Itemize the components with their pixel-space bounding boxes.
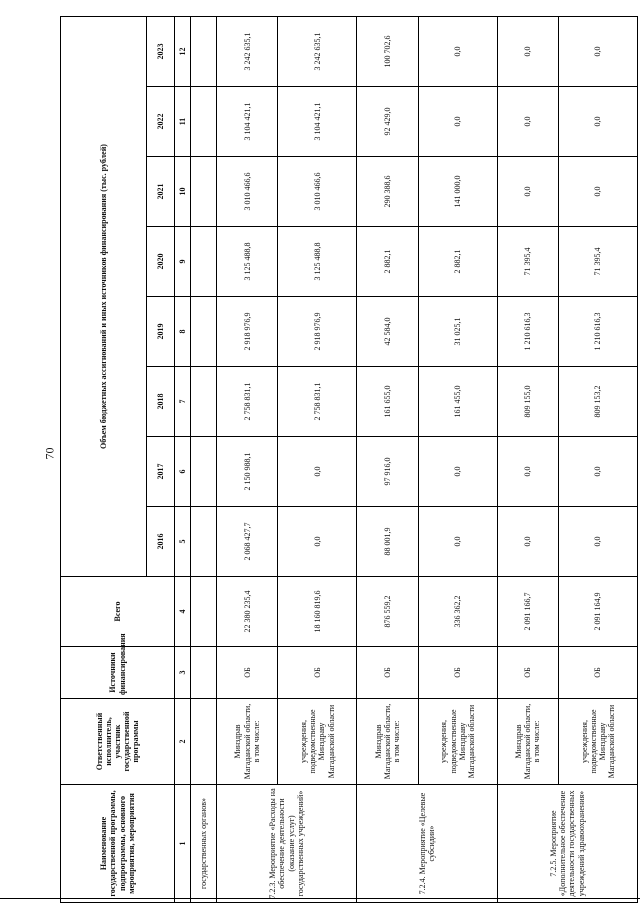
header-year: 2020 bbox=[147, 227, 175, 297]
empty-cell bbox=[191, 699, 217, 785]
column-number: 2 bbox=[175, 699, 191, 785]
table-rotation-wrapper bbox=[60, 18, 640, 903]
empty-cell bbox=[191, 647, 217, 699]
value-cell: 3 104 421,1 bbox=[217, 87, 278, 157]
responsible-cell: учреждения, подведомственные Минздраву Магаданской области bbox=[559, 699, 638, 785]
value-cell: 0,0 bbox=[559, 157, 638, 227]
table-row bbox=[278, 16, 357, 902]
total-cell: 2 091 164,9 bbox=[559, 577, 638, 647]
value-cell: 0,0 bbox=[418, 437, 497, 507]
empty-cell bbox=[191, 367, 217, 437]
value-cell: 1 210 616,3 bbox=[559, 297, 638, 367]
value-cell: 0,0 bbox=[497, 16, 558, 86]
financing-table bbox=[60, 16, 638, 903]
value-cell: 31 025,1 bbox=[418, 297, 497, 367]
value-cell: 0,0 bbox=[559, 87, 638, 157]
header-year: 2017 bbox=[147, 437, 175, 507]
value-cell: 809 155,0 bbox=[497, 367, 558, 437]
header-year: 2018 bbox=[147, 367, 175, 437]
table-row bbox=[497, 16, 558, 902]
total-cell: 2 091 166,7 bbox=[497, 577, 558, 647]
value-cell: 100 702,6 bbox=[357, 16, 418, 86]
value-cell: 0,0 bbox=[559, 437, 638, 507]
page-number: 70 bbox=[42, 447, 57, 460]
source-cell: ОБ bbox=[497, 647, 558, 699]
rotated-table-frame bbox=[60, 18, 640, 903]
value-cell: 0,0 bbox=[559, 16, 638, 86]
responsible-cell: учреждения, подведомственные Минздраву Магаданской области bbox=[278, 699, 357, 785]
source-cell: ОБ bbox=[559, 647, 638, 699]
responsible-cell: учреждения, подведомственные Минздраву Магаданской области bbox=[418, 699, 497, 785]
value-cell: 3 010 466,6 bbox=[217, 157, 278, 227]
value-cell: 3 125 488,8 bbox=[278, 227, 357, 297]
value-cell: 2 882,1 bbox=[357, 227, 418, 297]
total-cell: 336 362,2 bbox=[418, 577, 497, 647]
value-cell: 0,0 bbox=[418, 16, 497, 86]
total-cell: 22 380 235,4 bbox=[217, 577, 278, 647]
column-number: 12 bbox=[175, 16, 191, 86]
value-cell: 71 395,4 bbox=[497, 227, 558, 297]
value-cell: 0,0 bbox=[497, 157, 558, 227]
empty-cell bbox=[191, 16, 217, 86]
value-cell: 161 655,0 bbox=[357, 367, 418, 437]
value-cell: 0,0 bbox=[278, 437, 357, 507]
value-cell: 3 242 635,1 bbox=[278, 16, 357, 86]
value-cell: 2 882,1 bbox=[418, 227, 497, 297]
value-cell: 2 918 976,9 bbox=[217, 297, 278, 367]
empty-cell bbox=[191, 227, 217, 297]
measure-name: 7.2.3. Мероприятие «Расходы на обеспечение деятельности (оказание услуг) государственных учреждений» bbox=[217, 785, 357, 903]
source-cell: ОБ bbox=[217, 647, 278, 699]
page-bottom-rule bbox=[0, 898, 640, 899]
value-cell: 2 150 988,1 bbox=[217, 437, 278, 507]
value-cell: 3 242 635,1 bbox=[217, 16, 278, 86]
column-number: 1 bbox=[175, 785, 191, 903]
empty-cell bbox=[191, 577, 217, 647]
column-number: 5 bbox=[175, 507, 191, 577]
empty-cell bbox=[191, 507, 217, 577]
header-total: Всего bbox=[61, 577, 175, 647]
column-number: 4 bbox=[175, 577, 191, 647]
empty-cell bbox=[191, 297, 217, 367]
value-cell: 2 068 427,7 bbox=[217, 507, 278, 577]
measure-name: 7.2.4. Мероприятие «Целевые субсидии» bbox=[357, 785, 497, 903]
table-row bbox=[418, 16, 497, 902]
value-cell: 71 395,4 bbox=[559, 227, 638, 297]
value-cell: 0,0 bbox=[497, 87, 558, 157]
value-cell: 0,0 bbox=[278, 507, 357, 577]
column-number: 7 bbox=[175, 367, 191, 437]
value-cell: 97 916,0 bbox=[357, 437, 418, 507]
header-responsible: Ответственный исполнитель, участник государственной программы bbox=[61, 699, 175, 785]
continuation-cell: государственных органов» bbox=[191, 785, 217, 903]
table-row bbox=[357, 16, 418, 902]
source-cell: ОБ bbox=[278, 647, 357, 699]
value-cell: 42 584,0 bbox=[357, 297, 418, 367]
empty-cell bbox=[191, 87, 217, 157]
header-year: 2016 bbox=[147, 507, 175, 577]
value-cell: 3 125 488,8 bbox=[217, 227, 278, 297]
value-cell: 2 758 831,1 bbox=[217, 367, 278, 437]
value-cell: 0,0 bbox=[418, 87, 497, 157]
header-financing-group: Объем бюджетных ассигнований и иных источников финансирования (тыс. рублей) bbox=[61, 16, 147, 576]
table-row bbox=[559, 16, 638, 902]
value-cell: 3 104 421,1 bbox=[278, 87, 357, 157]
column-number: 3 bbox=[175, 647, 191, 699]
column-number: 10 bbox=[175, 157, 191, 227]
value-cell: 0,0 bbox=[497, 437, 558, 507]
value-cell: 141 000,0 bbox=[418, 157, 497, 227]
value-cell: 92 429,0 bbox=[357, 87, 418, 157]
total-cell: 18 160 819,6 bbox=[278, 577, 357, 647]
responsible-cell: Минздрав Магаданской области, в том числе: bbox=[497, 699, 558, 785]
header-year: 2021 bbox=[147, 157, 175, 227]
value-cell: 1 210 616,3 bbox=[497, 297, 558, 367]
column-number: 9 bbox=[175, 227, 191, 297]
column-number: 6 bbox=[175, 437, 191, 507]
value-cell: 88 001,9 bbox=[357, 507, 418, 577]
value-cell: 0,0 bbox=[418, 507, 497, 577]
header-name: Наименование государственной программы, подпрограммы, основного мероприятия, мероприятия bbox=[61, 785, 175, 903]
value-cell: 809 153,2 bbox=[559, 367, 638, 437]
column-number: 8 bbox=[175, 297, 191, 367]
total-cell: 876 559,2 bbox=[357, 577, 418, 647]
value-cell: 2 918 976,9 bbox=[278, 297, 357, 367]
measure-name: 7.2.5. Мероприятие «Дополнительное обеспечение деятельности государственных учреждений здравоохранения» bbox=[497, 785, 637, 903]
responsible-cell: Минздрав Магаданской области, в том числе: bbox=[357, 699, 418, 785]
source-cell: ОБ bbox=[418, 647, 497, 699]
value-cell: 2 758 831,1 bbox=[278, 367, 357, 437]
value-cell: 0,0 bbox=[497, 507, 558, 577]
responsible-cell: Минздрав Магаданской области, в том числе: bbox=[217, 699, 278, 785]
header-year: 2023 bbox=[147, 16, 175, 86]
value-cell: 3 010 466,6 bbox=[278, 157, 357, 227]
source-cell: ОБ bbox=[357, 647, 418, 699]
value-cell: 0,0 bbox=[559, 507, 638, 577]
header-year: 2019 bbox=[147, 297, 175, 367]
value-cell: 290 388,6 bbox=[357, 157, 418, 227]
value-cell: 161 455,0 bbox=[418, 367, 497, 437]
empty-cell bbox=[191, 437, 217, 507]
empty-cell bbox=[191, 157, 217, 227]
table-row bbox=[217, 16, 278, 902]
header-year: 2022 bbox=[147, 87, 175, 157]
header-source: Источники финансирования bbox=[61, 647, 175, 699]
column-number: 11 bbox=[175, 87, 191, 157]
